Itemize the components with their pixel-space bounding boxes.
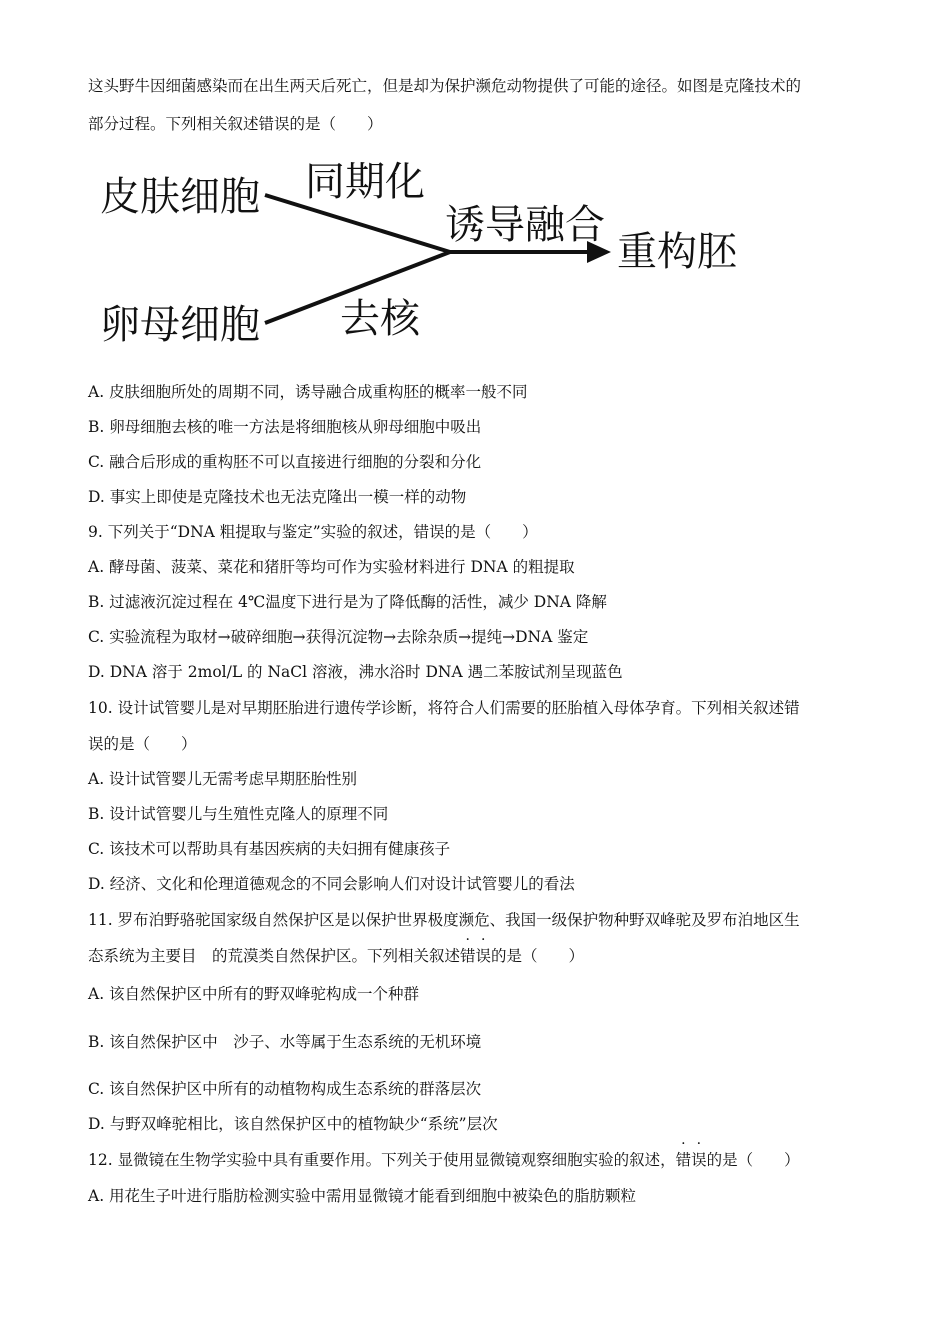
q11-stem-text-before: 态系统为主要目 的荒漠类自然保护区。下列相关叙述	[88, 947, 461, 965]
q11-option-a: A. 该自然保护区中所有的野双峰驼构成一个种群	[88, 985, 420, 1003]
q11-option-d: D. 与野双峰驼相比，该自然保护区中的植物缺少“系统”层次	[88, 1115, 498, 1133]
q10-stem-line-2: 误的是（ ）	[88, 735, 197, 753]
label-embryo: 重构胚	[617, 229, 737, 275]
emphasis-char: 误	[691, 1151, 707, 1169]
label-skin-cell: 皮肤细胞	[100, 174, 260, 220]
q10-option-d: D. 经济、文化和伦理道德观念的不同会影响人们对设计试管婴儿的看法	[88, 875, 575, 893]
q9-option-c: C. 实验流程为取材→破碎细胞→获得沉淀物→去除杂质→提纯→DNA 鉴定	[88, 628, 589, 646]
q9-option-d: D. DNA 溶于 2mol/L 的 NaCl 溶液，沸水浴时 DNA 遇二苯胺试剂呈现蓝色	[88, 663, 623, 681]
q11-stem-text-after: 的是（ ）	[491, 947, 585, 965]
q9-option-b: B. 过滤液沉淀过程在 4℃温度下进行是为了降低酶的活性，减少 DNA 降解	[88, 593, 607, 611]
q8-option-d: D. 事实上即使是克隆技术也无法克隆出一模一样的动物	[88, 488, 467, 506]
cloning-process-diagram	[95, 155, 775, 355]
emphasis-char: 错	[460, 947, 476, 965]
emphasis-char: 误	[475, 947, 492, 965]
q12-stem-text-before: 12. 显微镜在生物学实验中具有重要作用。下列关于使用显微镜观察细胞实验的叙述，	[88, 1151, 676, 1169]
emphasis-char: 错	[675, 1151, 692, 1169]
q11-stem-line-2	[88, 946, 584, 966]
label-sync: 同期化	[305, 159, 425, 205]
q11-option-c: C. 该自然保护区中所有的动植物构成生态系统的群落层次	[88, 1080, 482, 1098]
q10-option-c: C. 该技术可以帮助具有基因疾病的夫妇拥有健康孩子	[88, 840, 451, 858]
q8-option-a: A. 皮肤细胞所处的周期不同，诱导融合成重构胚的概率一般不同	[88, 383, 528, 401]
label-egg-cell: 卵母细胞	[100, 302, 260, 348]
label-fusion: 诱导融合	[445, 202, 605, 248]
intro-line-1: 这头野牛因细菌感染而在出生两天后死亡，但是却为保护濒危动物提供了可能的途径。如图是克隆技术的	[88, 77, 802, 95]
q12-stem	[88, 1150, 800, 1170]
q8-option-b: B. 卵母细胞去核的唯一方法是将细胞核从卵母细胞中吸出	[88, 418, 482, 436]
q10-option-b: B. 设计试管婴儿与生殖性克隆人的原理不同	[88, 805, 389, 823]
intro-line-2: 部分过程。下列相关叙述错误的是（ ）	[88, 115, 383, 133]
q10-option-a: A. 设计试管婴儿无需考虑早期胚胎性别	[88, 770, 358, 788]
q12-stem-text-after: 的是（ ）	[706, 1151, 800, 1169]
q8-option-c: C. 融合后形成的重构胚不可以直接进行细胞的分裂和分化	[88, 453, 482, 471]
q9-stem: 9. 下列关于“DNA 粗提取与鉴定”实验的叙述，错误的是（ ）	[88, 523, 538, 541]
q9-option-a: A. 酵母菌、菠菜、菜花和猪肝等均可作为实验材料进行 DNA 的粗提取	[88, 558, 575, 576]
q11-option-b: B. 该自然保护区中 沙子、水等属于生态系统的无机环境	[88, 1033, 482, 1051]
q11-stem-line-1: 11. 罗布泊野骆驼国家级自然保护区是以保护世界极度濒危、我国一级保护物种野双峰驼及罗布泊地区生	[88, 911, 800, 929]
q10-stem-line-1: 10. 设计试管婴儿是对早期胚胎进行遗传学诊断，将符合人们需要的胚胎植入母体孕育。下列相关叙述错	[88, 699, 800, 717]
q12-option-a: A. 用花生子叶进行脂肪检测实验中需用显微镜才能看到细胞中被染色的脂肪颗粒	[88, 1187, 637, 1205]
label-enucleate: 去核	[340, 296, 420, 342]
